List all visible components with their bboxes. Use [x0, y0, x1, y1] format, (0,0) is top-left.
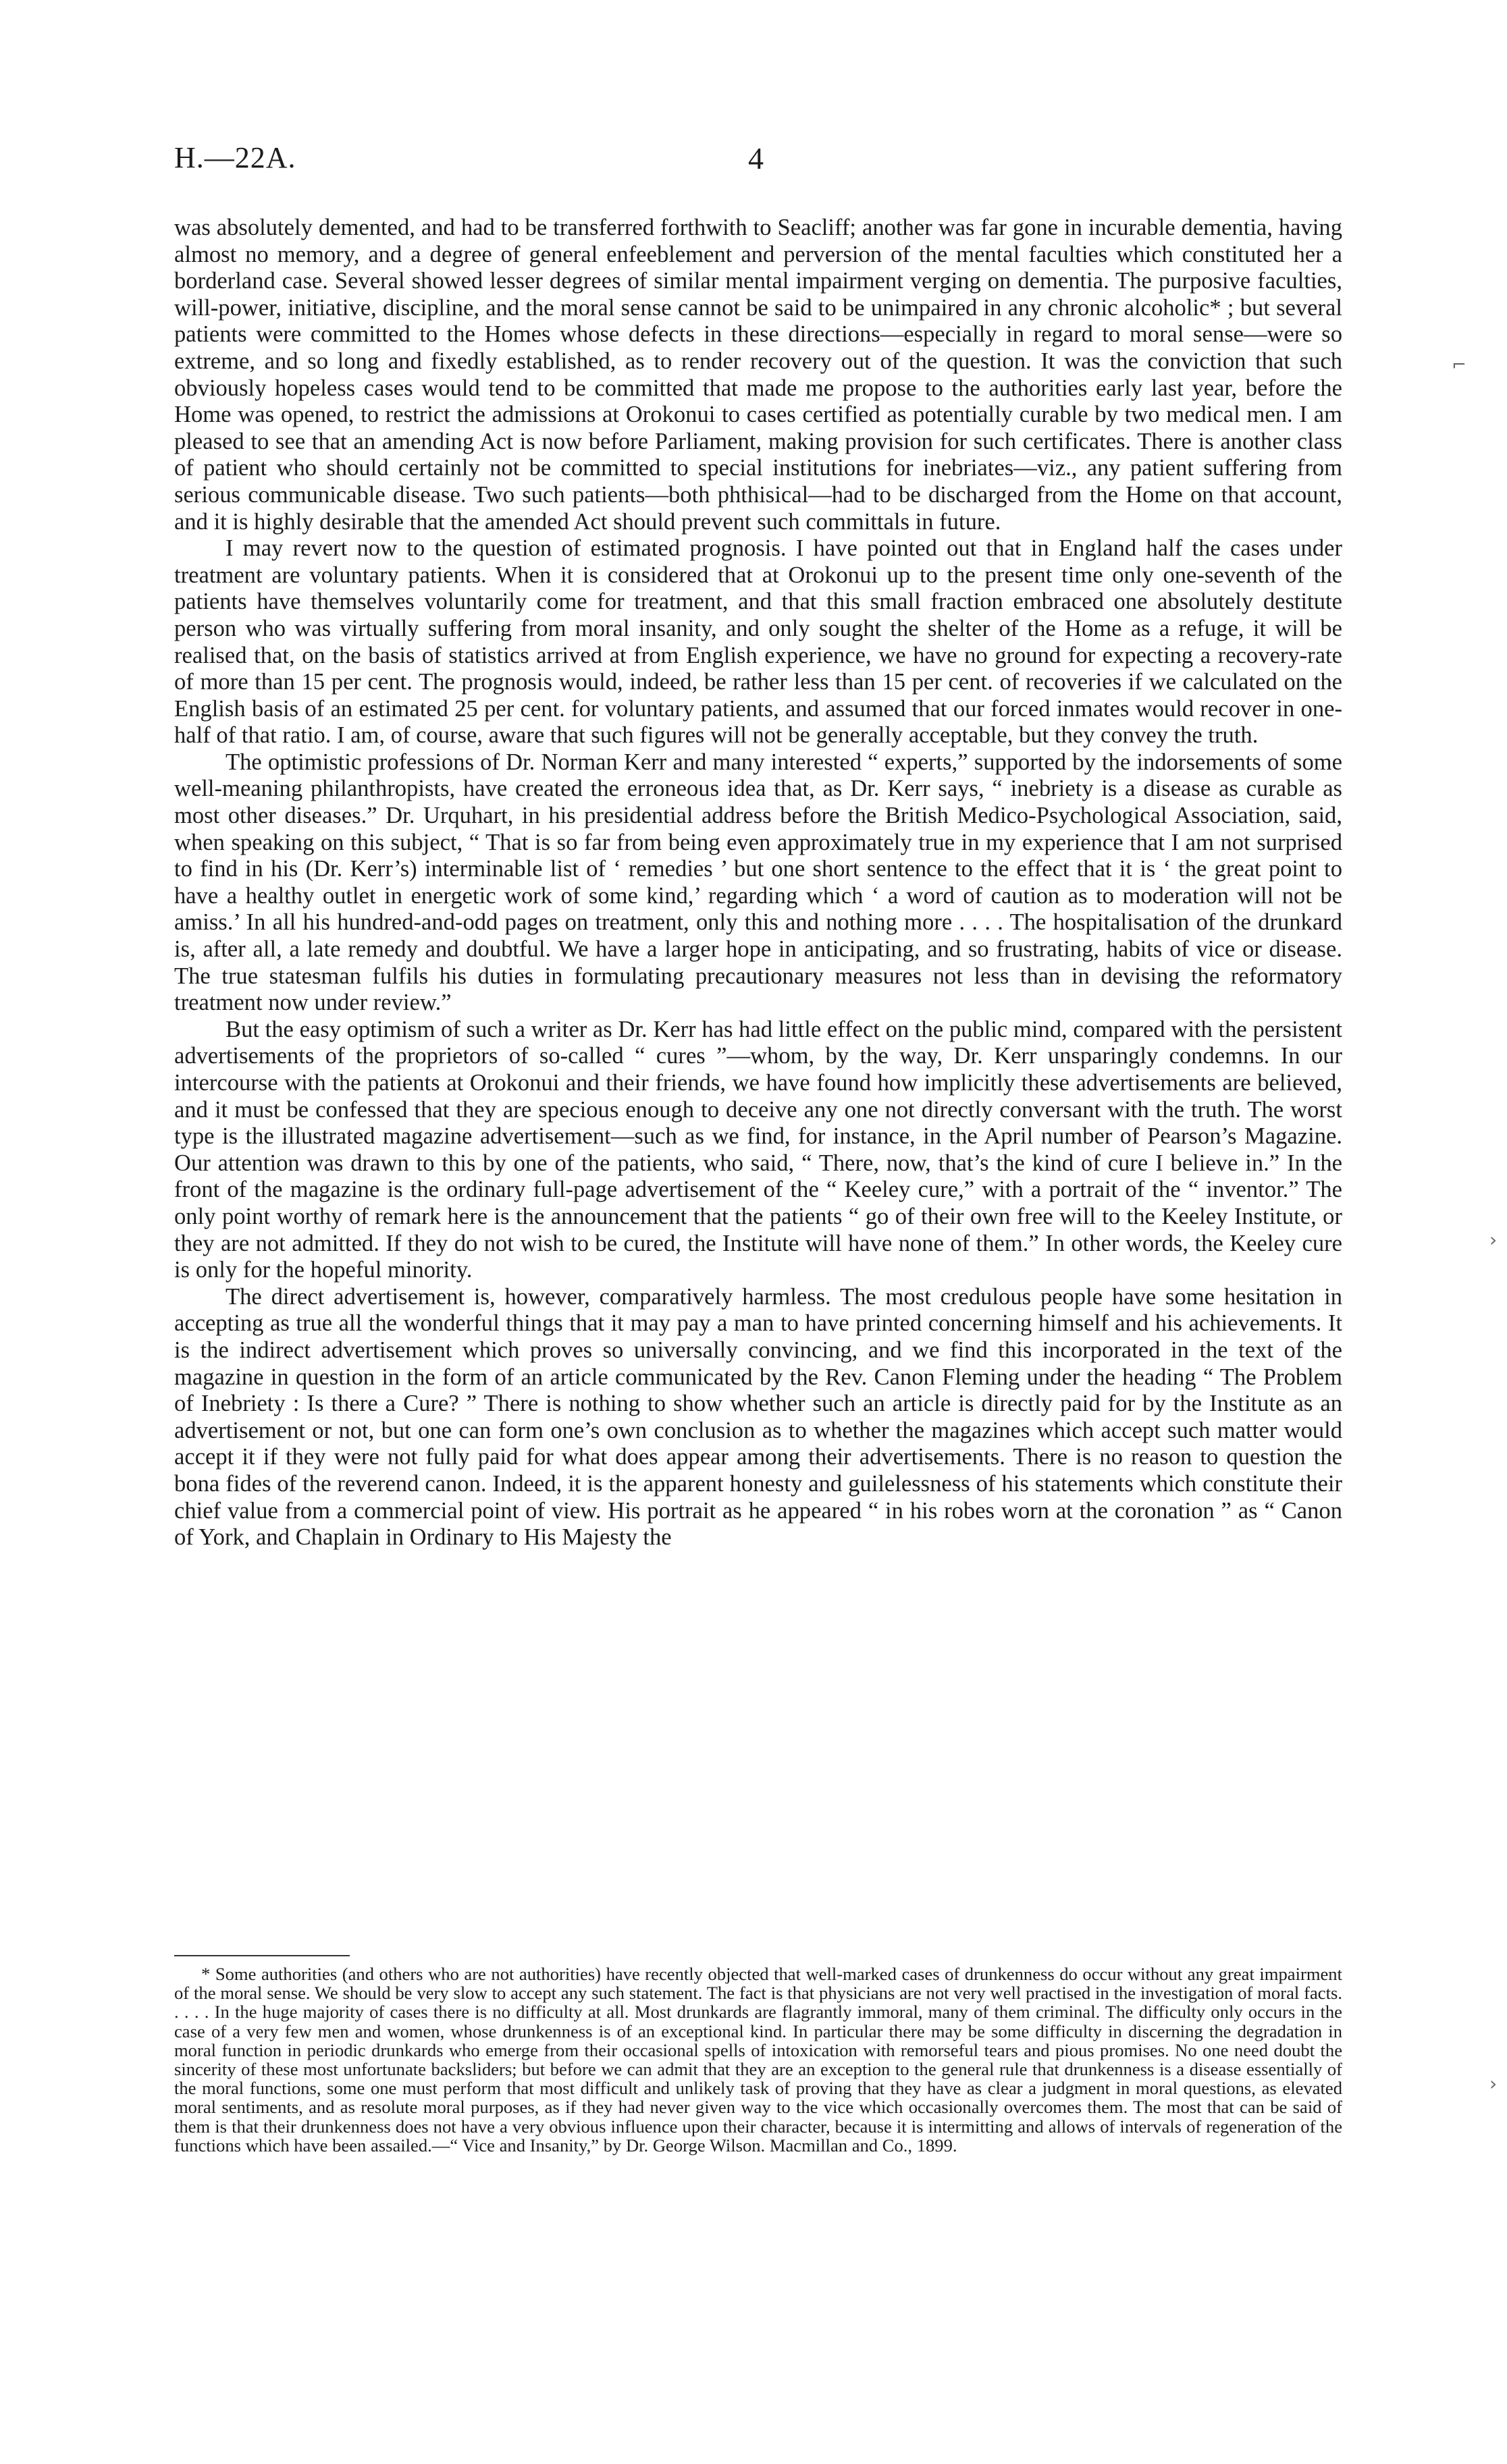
footnote-divider [174, 1955, 350, 1956]
paragraph-continuation: was absolutely demented, and had to be transferred forthwith to Seacliff; another was far gone in incurable dementia, having almost no memory, and a degree of general enfeeblement and perversion of the mental faculties which constituted her a borderland case. Several showed lesser degrees of similar mental impairment verging on dementia. The purposive faculties, will-power, initiative, discipline, and the moral sense cannot be said to be unimpaired in any chronic alcoholic* ; but several patients were committed to the Homes whose defects in these directions—especially in regard to moral sense—were so extreme, and so long and fixedly established, as to render recovery out of the question. It was the conviction that such obviously hopeless cases would tend to be committed that made me propose to the authorities early last year, before the Home was opened, to restrict the admissions at Orokonui to cases certified as potentially curable by two medical men. I am pleased to see that an amending Act is now before Parliament, making provision for such certificates. There is another class of patient who should certainly not be committed to special institutions for inebriates—viz., any patient suffering from serious communicable disease. Two such patients—both phthisical—had to be discharged from the Home on that account, and it is highly desirable that the amended Act should prevent such committals in future. [174, 215, 1342, 535]
footnote [174, 1964, 1342, 2155]
document-reference: H.—22A. [174, 141, 296, 174]
margin-mark: › [1489, 1229, 1498, 1251]
page-number: 4 [748, 141, 764, 176]
margin-mark: › [1489, 2072, 1498, 2095]
footnote-text: * Some authorities (and others who are not authorities) have recently objected that well-marked cases of drunkenness do occur without any great impairment of the moral sense. We should be very slow to accept any such statement. The fact is that physicians are not very well practised in the investigation of moral facts. . . . . In the huge majority of cases there is no difficulty at all. Most drunkards are flagrantly immoral, many of them criminal. The difficulty only occurs in the case of a very few men and women, whose drunkenness is of an exceptional kind. In particular there may be some difficulty in discerning the degradation in moral function in periodic drunkards who emerge from their occasional spells of intoxication with remorseful tears and pious promises. No one need doubt the sincerity of these most unfortunate backsliders; but before we can admit that they are an exception to the general rule that drunkenness is a disease essentially of the moral functions, some one must perform that most difficult and unlikely task of proving that they have as clear a judgment in moral questions, as elevated moral sentiments, and as resolute moral purposes, as if they had never given way to the vice which occasionally overcomes them. The most that can be said of them is that their drunkenness does not have a very obvious influence upon their character, because it is intermitting and allows of intervals of regeneration of the functions which have been assailed.—“ Vice and Insanity,” by Dr. George Wilson. Macmillan and Co., 1899. [174, 1964, 1342, 2155]
paragraph-prognosis: I may revert now to the question of estimated prognosis. I have pointed out that in England half the cases under treatment are voluntary patients. When it is considered that at Orokonui up to the present time only one-seventh of the patients have themselves voluntarily come for treatment, and that this small fraction embraced one absolutely destitute person who was virtually suffering from moral insanity, and only sought the shelter of the Home as a refuge, it will be realised that, on the basis of statistics arrived at from English experience, we have no ground for expecting a recovery-rate of more than 15 per cent. The prognosis would, indeed, be rather less than 15 per cent. of recoveries if we calculated on the English basis of an estimated 25 per cent. for voluntary patients, and assumed that our forced inmates would recover in one-half of that ratio. I am, of course, aware that such figures will not be generally acceptable, but they convey the truth. [174, 535, 1342, 749]
paragraph-direct-advertisement: The direct advertisement is, however, comparatively harmless. The most credulous people have some hesitation in accepting as true all the wonderful things that it may pay a man to have printed concerning himself and his achievements. It is the indirect advertisement which proves so universally convincing, and we find this incorporated in the text of the magazine in question in the form of an article communicated by the Rev. Canon Fleming under the heading “ The Problem of Inebriety : Is there a Cure? ” There is nothing to show whether such an article is directly paid for by the Institute as an advertisement or not, but one can form one’s own conclusion as to whether the magazines which accept such matter would accept it if they were not fully paid for what does appear among their advertisements. There is no reason to question the bona fides of the reverend canon. Indeed, it is the apparent honesty and guilelessness of his statements which constitute their chief value from a commercial point of view. His portrait as he appeared “ in his robes worn at the coronation ” as “ Canon of York, and Chaplain in Ordinary to His Majesty the [174, 1283, 1342, 1551]
page-header [174, 140, 1342, 181]
body-text [174, 215, 1342, 1551]
paragraph-optimistic-professions: The optimistic professions of Dr. Norman Kerr and many interested “ experts,” supported by the indorsements of some well-meaning philanthropists, have created the erroneous idea that, as Dr. Kerr says, “ inebriety is a disease as curable as most other diseases.” Dr. Urquhart, in his presidential address before the British Medico-Psychological Association, said, when speaking on this subject, “ That is so far from being even approximately true in my experience that I am not surprised to find in his (Dr. Kerr’s) interminable list of ‘ remedies ’ but one short sentence to the effect that it is ‘ the great point to have a healthy outlet in energetic work of some kind,’ regarding which ‘ a word of caution as to moderation will not be amiss.’ In all his hundred-and-odd pages on treatment, only this and nothing more . . . . The hospitalisation of the drunkard is, after all, a late remedy and doubtful. We have a larger hope in anticipating, and so frustrating, habits of vice or disease. The true statesman fulfils his duties in formulating precautionary measures not less than in devising the reformatory treatment now under review.” [174, 749, 1342, 1016]
paragraph-advertisements: But the easy optimism of such a writer as Dr. Kerr has had little effect on the public mind, compared with the persistent advertisements of the proprietors of so-called “ cures ”—whom, by the way, Dr. Kerr unsparingly condemns. In our intercourse with the patients at Orokonui and their friends, we have found how implicitly these advertisements are believed, and it must be confessed that they are specious enough to deceive any one not directly conversant with the truth. The worst type is the illustrated magazine advertisement—such as we find, for instance, in the April number of Pearson’s Magazine. Our attention was drawn to this by one of the patients, who said, “ There, now, that’s the kind of cure I believe in.” In the front of the magazine is the ordinary full-page advertisement of the “ Keeley cure,” with a portrait of the “ inventor.” The only point worthy of remark here is the announcement that the patients “ go of their own free will to the Keeley Institute, or they are not admitted. If they do not wish to be cured, the Institute will have none of them.” In other words, the Keeley cure is only for the hopeful minority. [174, 1016, 1342, 1283]
margin-mark: ⌐ [1452, 355, 1466, 375]
